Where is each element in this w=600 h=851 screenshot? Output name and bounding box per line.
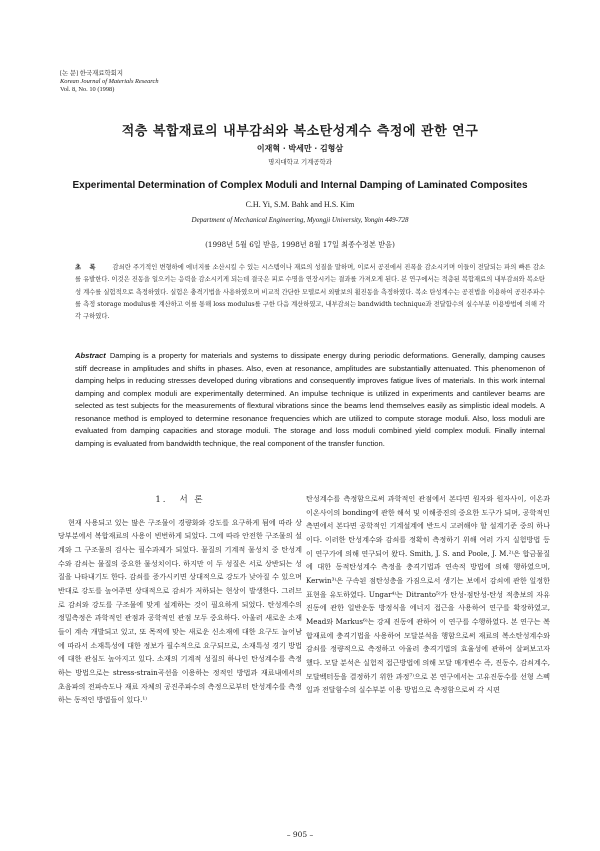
abstract-korean-text: 감쇠란 주기적인 변형하에 에너지를 소산시킬 수 있는 시스템이나 재료의 성질을 말하며, 이로서 공진에서 진폭을 감소시키며 이들이 전달되는 파의 빠른 감소를 유발한다. 이것은 진동을 일으키는 응력을 감소시키게 되는데 결국은 피로 수명을 연장시키는 결과를 가져오게 된다. 본 연구에서는 적층된 복합재료의 내부감쇠와 복소탄성 계수를 실험적으로 측정하였다. 실험은 충격기법을 사용하였으며 비교적 간단한 모델로서 외팔보의 휨진동을 측정하였다. 복소 탄성계수는 공진법을 이용하여 공진주파수를 측정 storage modulus를 계산하고 이를 통해 loss modulus를 구한 다음 계산하였고, 내부감쇠는 bandwidth technique과 전달함수의 실수부분 이용방법에 의해 각각 구하였다. — [75, 264, 546, 321]
body-paragraph: 탄성계수를 측정함으로써 과학적인 관점에서 본다면 원자와 원자사이, 이온과 이온사이의 bonding에 관한 해석 및 이해증진의 중요한 도구가 되며, 공학적인 측면에서 본다면 공학적인 기계설계에 반드시 고려해야 할 설계기준 중의 하나이다. 이러한 탄성계수와 감쇠를 정확히 측정하기 위해 여러 가지 실험방법 등이 연구가에 의해 연구되어 왔다. Smith, J. S. and Poole, J. M.²⁾은 합금물질에 대한 동적탄성계수 측정을 충격기법과 연속적 방법에 의해 행하였으며, Kerwin³⁾은 구속된 점탄성층을 가짐으로서 생기는 보에서 감쇠에 관한 일정한 표현을 유도하였다. Ungar⁴⁾는 Ditranto⁵⁾가 탄성-점탄성-탄성 적층보의 자유진동에 관한 일반운동 방정식을 에너지 접근을 사용하여 연구를 확장하였고, Mead와 Markus⁶⁾는 강제 진동에 관하여 이 연구를 수행하였다. 본 연구는 복합재료에 충격기법을 사용하여 모달분석을 행함으로써 재료의 복소탄성계수와 감쇠를 정량적으로 측정하고 아울러 충격기법의 효율성에 관하여 살펴보고자 했다. 모달 분석은 실험적 접근방법에 의해 모달 매개변수 즉, 진동수, 감쇠계수, 모달벡터등을 결정하기 위한 과정⁷⁾으로 본 연구에서는 고유진동수를 선형 스펙일과 전달함수의 실수부분 이용 방법으로 측정함으로써 각 시편 — [306, 494, 550, 695]
section-title: 서 론 — [179, 495, 205, 505]
abstract-korean-label: 초 록 — [75, 264, 99, 271]
body-column-left — [58, 494, 302, 707]
body-paragraph: 현재 사용되고 있는 많은 구조물이 경량화와 강도를 요구하게 됨에 따라 상당부분에서 복합재료의 사용이 빈번하게 되었다. 그에 따라 안전한 구조물의 설계와 그 구조물의 검사는 필수과제가 되었다. 물질의 기계적 물성치 중 탄성계수와 감쇠는 물질의 중요한 물성치이다. 하지만 이 두 성질은 서로 상반되는 성질을 나타내기도 한다. 감쇠를 증가시키면 상대적으로 강도가 낮아질 수 있으며 반대로 강도를 높여주면 상대적으로 감쇠가 저하되는 현상이 발생한다. 그러므로 감쇠와 강도를 구조물에 맞게 설계하는 것이 필요하게 되었다. 탄성계수의 정밀측정은 과학적인 관점과 공학적인 관점 모두 중요하다. 아울러 새로운 소재들이 계속 개발되고 있고, 또 목적에 맞는 새로운 신소재에 대한 요구도 늘어남에 따라서 소재특성에 대한 정보가 필수적으로 요구되므로, 소재특성 경기 방법에 대한 관심도 높아지고 있다. 소재의 기계적 성질의 하나인 탄성계수를 측정하는 방법으로는 stress-strain곡선을 이용하는 정적인 방법과 재료내에서의 초음파의 전파속도나 재료 자체의 공진주파수의 측정으로부터 탄성계수를 측정하는 동적인 방법들이 있다.¹⁾ — [58, 517, 302, 705]
section-number: 1. — [155, 495, 168, 505]
abstract-english-text: Damping is a property for materials and systems to dissipate energy during periodic deformations. Generally, damping causes stiff decrease in amplitudes and shifts in phases. Also, even at resonance, amplitudes are substantially attenuated. This phenomenon of damping helps in reducing stresses developed during vibrations and consequently improves fatigue lives of materials. In this work internal damping and complex moduli are experimentally determined. An impulse technique is utilized in experiments and cantilever beams are selected as test subjects for the measurements of flextural vibrations since the beams lend themselves easily as simplistic ideal models. A resonance method is employed to determine resonance frequencies which are utilized to compute storage moduli. Also, loss moduli are evaluated from damping capacities and storage moduli. The storage and loss moduli combined yield complex moduli. Finally internal damping is evaluated from bandwidth technique, the real component of the transfer function. — [75, 351, 545, 448]
abstract-korean — [75, 262, 545, 323]
body-column-right — [306, 492, 550, 697]
affiliation-english: Department of Mechanical Engineering, Myongji University, Yongin 449-728 — [191, 216, 409, 224]
section-heading-introduction — [58, 494, 302, 508]
journal-header — [60, 70, 159, 94]
abstract-english — [75, 350, 545, 450]
received-dates: (1998년 5월 6일 받음, 1998년 8월 17일 최종수정본 받음) — [205, 240, 395, 249]
page-number: – 905 – — [286, 830, 314, 839]
journal-name-en: Korean Journal of Materials Research — [60, 78, 159, 85]
title-english: Experimental Determination of Complex Moduli and Internal Damping of Laminated Composites — [72, 180, 528, 191]
affiliation-korean: 명지대학교 기계공학과 — [268, 158, 332, 166]
abstract-english-label: Abstract — [75, 351, 106, 360]
authors-english: C.H. Yi, S.M. Bahk and H.S. Kim — [245, 200, 355, 209]
journal-name-kr: [논 문] 한국재료학회지 — [60, 70, 124, 77]
authors-korean: 이재혁 · 박세만 · 김형삼 — [256, 143, 344, 153]
journal-volume: Vol. 8, No. 10 (1998) — [60, 86, 115, 93]
title-korean: 적층 복합재료의 내부감쇠와 복소탄성계수 측정에 관한 연구 — [121, 124, 479, 139]
